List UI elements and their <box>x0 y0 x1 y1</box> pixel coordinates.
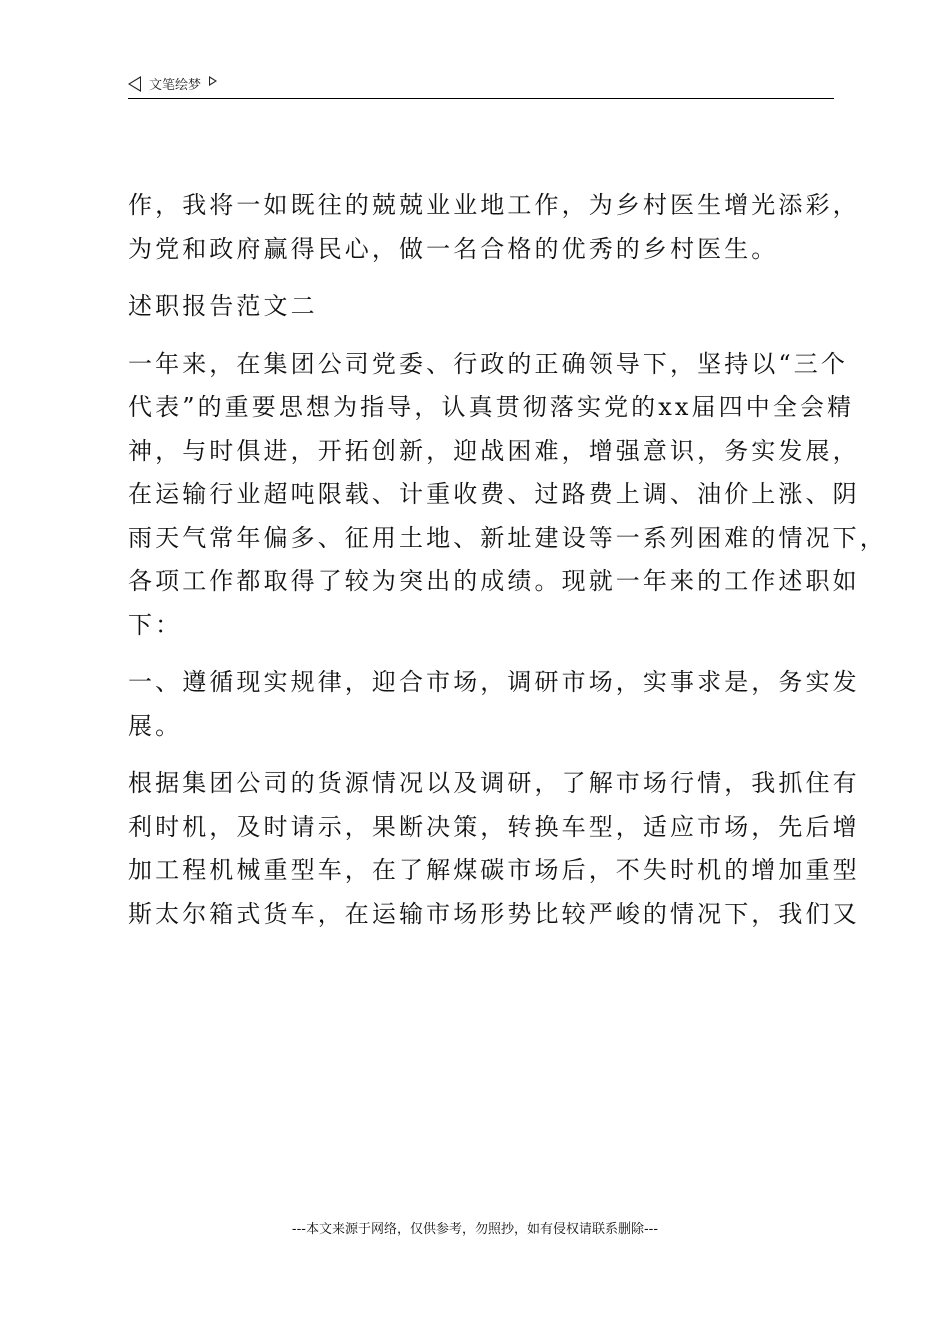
text-line: 展。 <box>128 711 183 740</box>
section-point <box>128 661 860 748</box>
paragraph <box>128 762 860 936</box>
document-body <box>128 184 887 950</box>
section-heading <box>128 285 828 329</box>
triangle-left-icon <box>128 76 141 92</box>
text-line: 下： <box>128 610 183 639</box>
text-line: 各项工作都取得了较为突出的成绩。现就一年来的工作述职如 <box>128 567 860 595</box>
text-line: 一、遵循现实规律，迎合市场，调研市场，实事求是，务实发 <box>128 668 860 696</box>
text-line: 斯太尔箱式货车，在运输市场形势比较严峻的情况下，我们又 <box>128 899 860 928</box>
text-line: 代表”的重要思想为指导，认真贯彻落实党的xx届四中全会精 <box>128 393 855 421</box>
page-footer: ---本文来源于网络，仅供参考，勿照抄，如有侵权请联系删除--- <box>291 1222 659 1237</box>
triangle-right-icon <box>209 76 217 86</box>
paragraph <box>128 184 860 271</box>
text-line: 利时机，及时请示，果断决策，转换车型，适应市场，先后增 <box>128 812 860 841</box>
header-title: 文笔绘梦 <box>149 78 202 93</box>
text-line: 作，我将一如既往的兢兢业业地工作，为乡村医生增光添彩， <box>128 191 860 219</box>
text-line: 神，与时俱进，开拓创新，迎战困难，增强意识，务实发展， <box>128 436 860 465</box>
text-line: 根据集团公司的货源情况以及调研，了解市场行情，我抓住有 <box>128 769 860 797</box>
paragraph <box>128 343 887 648</box>
text-line: 雨天气常年偏多、征用土地、新址建设等一系列困难的情况下， <box>128 523 887 552</box>
page-header <box>128 72 834 99</box>
text-line: 在运输行业超吨限载、计重收费、过路费上调、油价上涨、阴 <box>128 480 860 508</box>
text-line: 一年来，在集团公司党委、行政的正确领导下，坚持以“三个 <box>128 349 848 378</box>
text-line: 述职报告范文二 <box>128 292 318 320</box>
text-line: 为党和政府赢得民心，做一名合格的优秀的乡村医生。 <box>128 234 779 263</box>
header-brand <box>128 74 217 93</box>
text-line: 加工程机械重型车，在了解煤碳市场后，不失时机的增加重型 <box>128 856 860 884</box>
